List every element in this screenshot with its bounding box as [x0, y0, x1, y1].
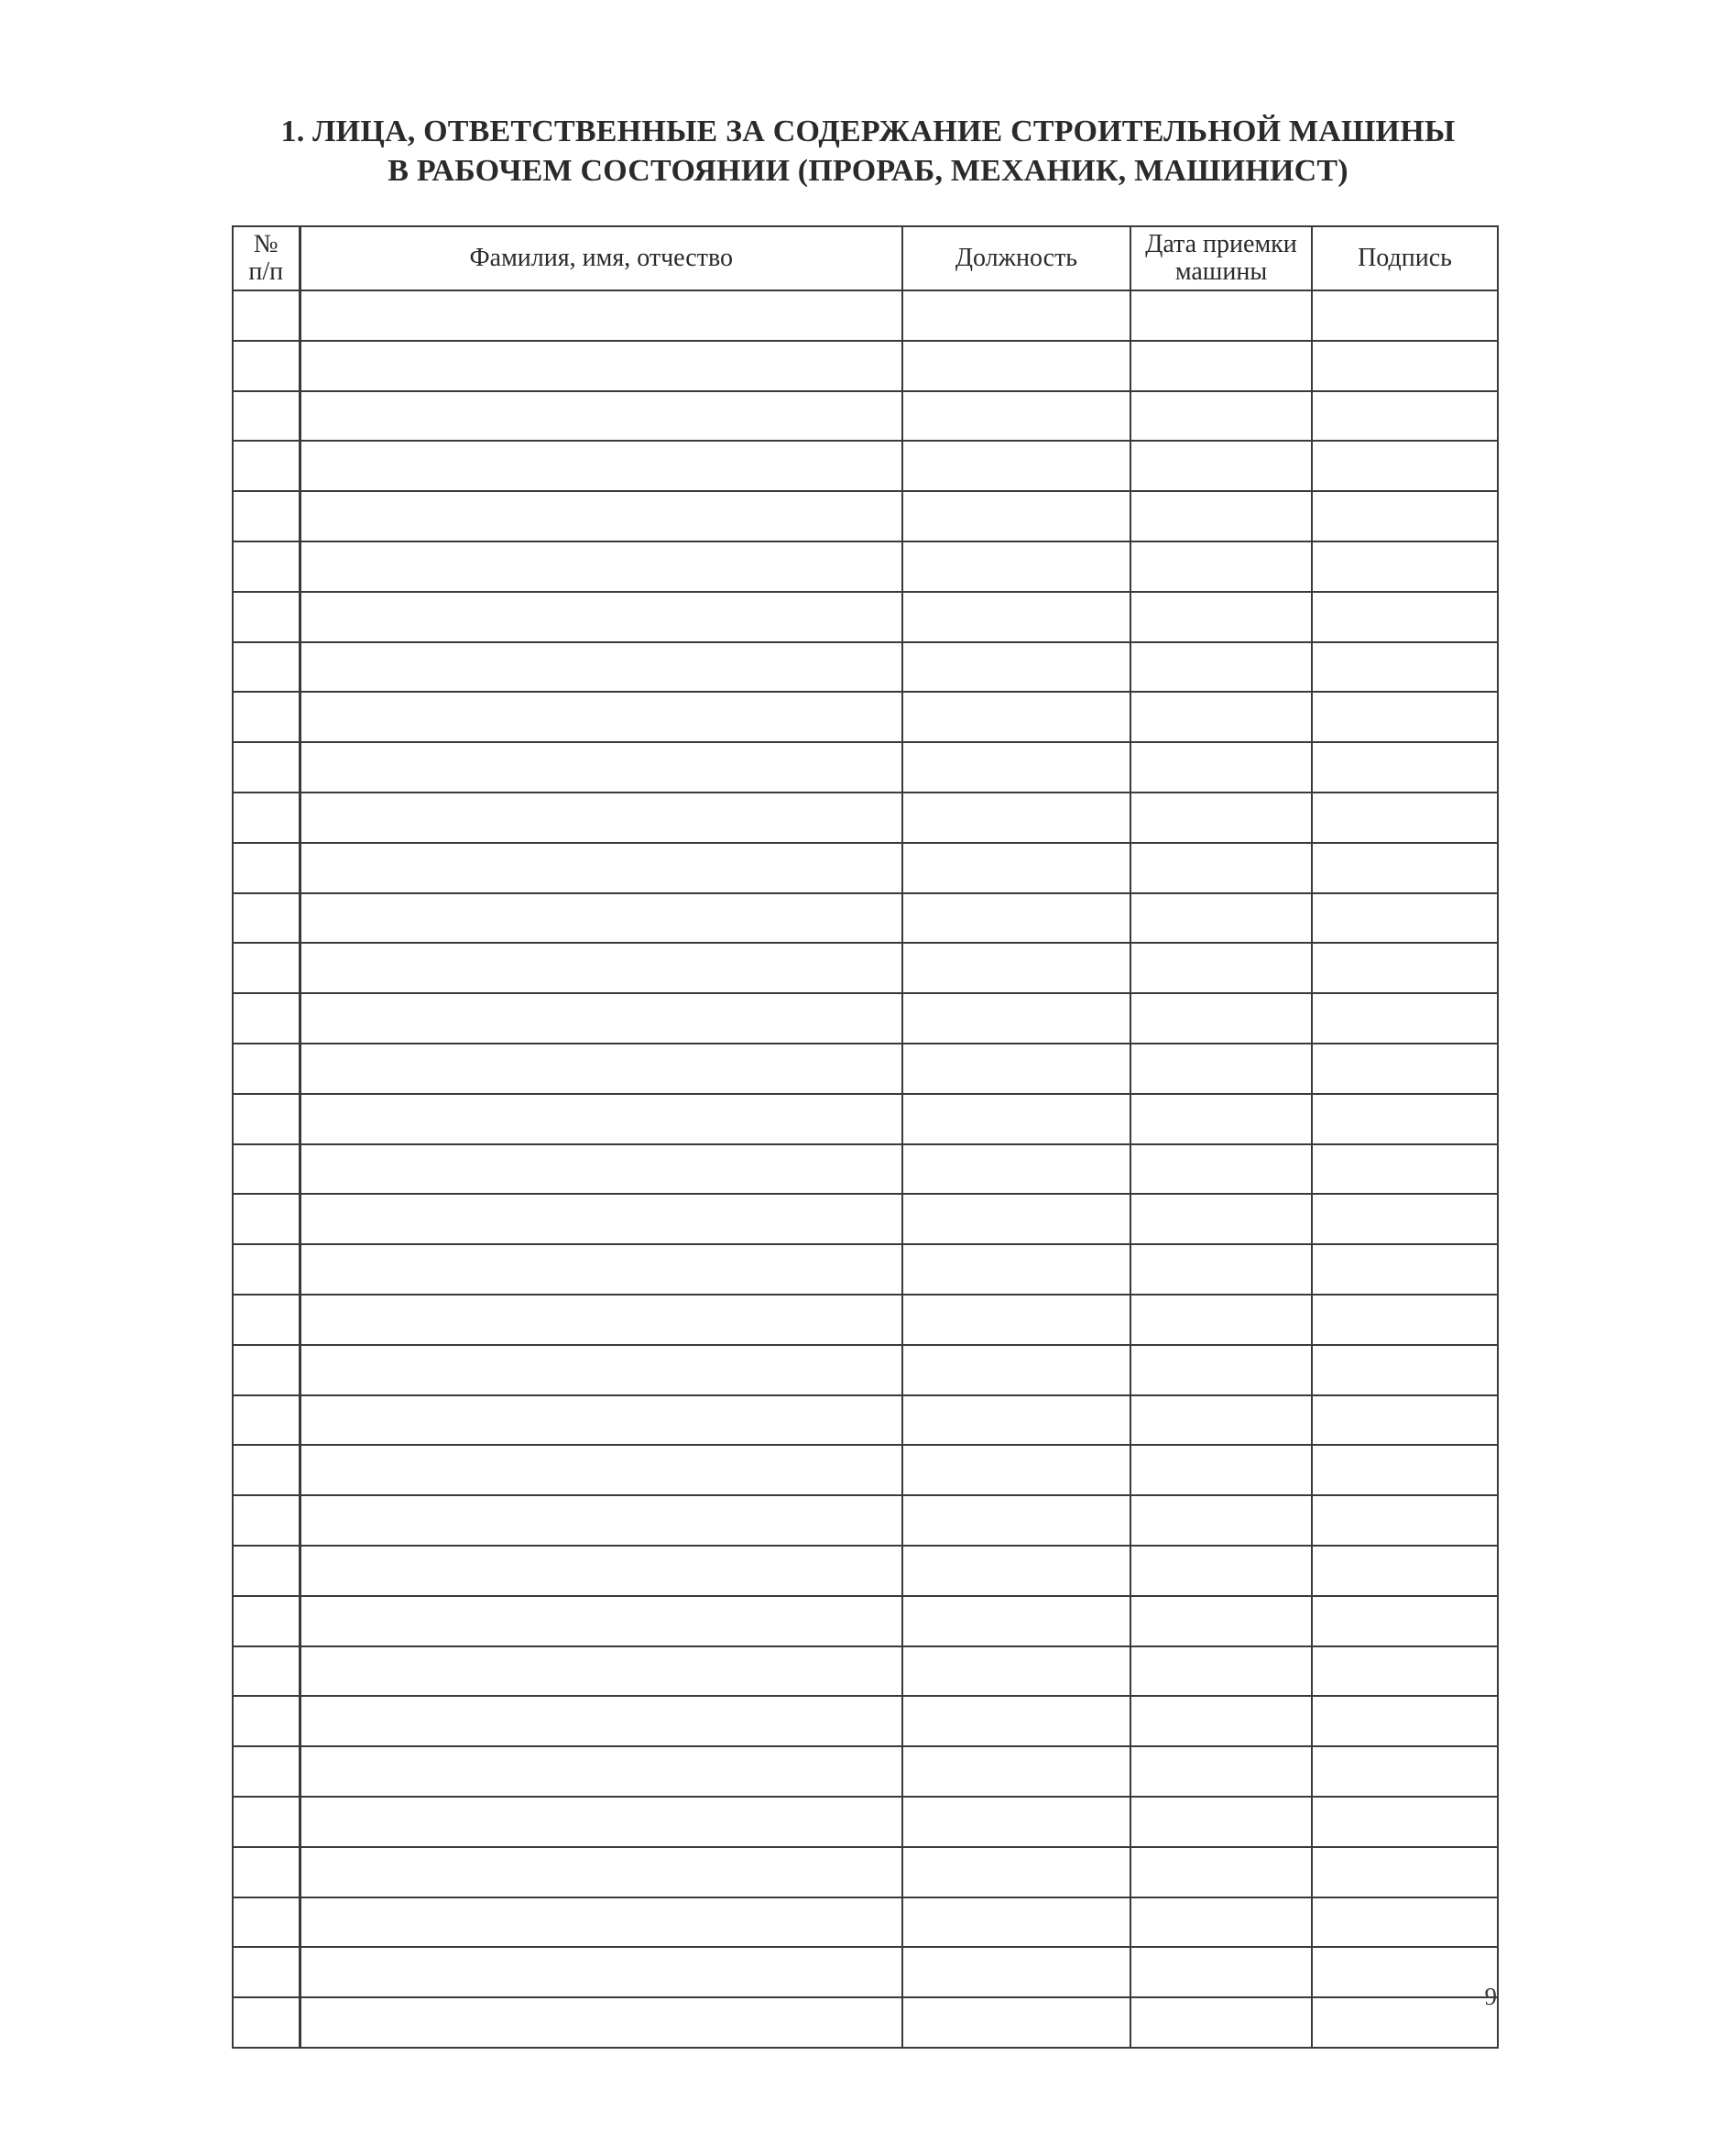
- page-title: [0, 112, 1736, 191]
- cell-number[interactable]: [233, 893, 300, 944]
- table-row: [233, 1797, 1498, 1847]
- cell-signature[interactable]: [1312, 341, 1498, 391]
- table-row: [233, 893, 1498, 944]
- column-header-full-name: Фамилия, имя, отчество: [300, 226, 902, 290]
- table-row: [233, 592, 1498, 642]
- table-row: [233, 642, 1498, 693]
- cell-acceptance-date[interactable]: [1130, 1144, 1312, 1195]
- table-row: [233, 1897, 1498, 1948]
- cell-acceptance-date[interactable]: [1130, 1094, 1312, 1144]
- cell-signature[interactable]: [1312, 391, 1498, 442]
- cell-number[interactable]: [233, 642, 300, 693]
- table-row: [233, 1947, 1498, 1997]
- cell-full-name[interactable]: [300, 692, 902, 742]
- cell-number[interactable]: [233, 1646, 300, 1697]
- cell-position[interactable]: [902, 491, 1130, 541]
- cell-full-name[interactable]: [300, 1094, 902, 1144]
- cell-full-name[interactable]: [300, 592, 902, 642]
- cell-acceptance-date[interactable]: [1130, 943, 1312, 993]
- table-row: [233, 1295, 1498, 1345]
- cell-number[interactable]: [233, 742, 300, 793]
- cell-acceptance-date[interactable]: [1130, 1997, 1312, 2048]
- cell-position[interactable]: [902, 993, 1130, 1044]
- cell-signature[interactable]: [1312, 1646, 1498, 1697]
- cell-signature[interactable]: [1312, 1947, 1498, 1997]
- cell-acceptance-date[interactable]: [1130, 1345, 1312, 1395]
- cell-full-name[interactable]: [300, 341, 902, 391]
- cell-signature[interactable]: [1312, 1445, 1498, 1495]
- cell-number[interactable]: [233, 341, 300, 391]
- cell-full-name[interactable]: [300, 1044, 902, 1094]
- cell-signature[interactable]: [1312, 793, 1498, 843]
- cell-number[interactable]: [233, 1044, 300, 1094]
- cell-signature[interactable]: [1312, 1295, 1498, 1345]
- table-row: [233, 1646, 1498, 1697]
- cell-number[interactable]: [233, 1495, 300, 1546]
- cell-acceptance-date[interactable]: [1130, 1696, 1312, 1746]
- cell-position[interactable]: [902, 893, 1130, 944]
- cell-full-name[interactable]: [300, 1295, 902, 1345]
- cell-full-name[interactable]: [300, 1997, 902, 2048]
- table-row: [233, 1997, 1498, 2048]
- cell-acceptance-date[interactable]: [1130, 993, 1312, 1044]
- cell-signature[interactable]: [1312, 943, 1498, 993]
- cell-signature[interactable]: [1312, 1897, 1498, 1948]
- cell-acceptance-date[interactable]: [1130, 1746, 1312, 1797]
- cell-number[interactable]: [233, 491, 300, 541]
- cell-position[interactable]: [902, 1897, 1130, 1948]
- cell-acceptance-date[interactable]: [1130, 1194, 1312, 1244]
- cell-full-name[interactable]: [300, 793, 902, 843]
- cell-position[interactable]: [902, 943, 1130, 993]
- cell-full-name[interactable]: [300, 642, 902, 693]
- cell-signature[interactable]: [1312, 1696, 1498, 1746]
- cell-position[interactable]: [902, 1847, 1130, 1897]
- cell-signature[interactable]: [1312, 1094, 1498, 1144]
- table-row: [233, 1495, 1498, 1546]
- cell-position[interactable]: [902, 1997, 1130, 2048]
- cell-position[interactable]: [902, 692, 1130, 742]
- cell-number[interactable]: [233, 441, 300, 491]
- table-row: [233, 1044, 1498, 1094]
- cell-full-name[interactable]: [300, 290, 902, 341]
- cell-position[interactable]: [902, 742, 1130, 793]
- cell-position[interactable]: [902, 793, 1130, 843]
- cell-full-name[interactable]: [300, 893, 902, 944]
- cell-number[interactable]: [233, 1144, 300, 1195]
- cell-position[interactable]: [902, 1495, 1130, 1546]
- column-header-number: № п/п: [233, 226, 300, 290]
- cell-acceptance-date[interactable]: [1130, 1847, 1312, 1897]
- cell-number[interactable]: [233, 1847, 300, 1897]
- table-row: [233, 1546, 1498, 1596]
- cell-number[interactable]: [233, 793, 300, 843]
- cell-acceptance-date[interactable]: [1130, 541, 1312, 592]
- table-row: [233, 1345, 1498, 1395]
- cell-position[interactable]: [902, 1646, 1130, 1697]
- cell-number[interactable]: [233, 1596, 300, 1646]
- cell-number[interactable]: [233, 1997, 300, 2048]
- cell-acceptance-date[interactable]: [1130, 592, 1312, 642]
- table-row: [233, 1144, 1498, 1195]
- cell-number[interactable]: [233, 1395, 300, 1446]
- cell-acceptance-date[interactable]: [1130, 793, 1312, 843]
- cell-signature[interactable]: [1312, 642, 1498, 693]
- cell-full-name[interactable]: [300, 993, 902, 1044]
- cell-signature[interactable]: [1312, 1746, 1498, 1797]
- cell-signature[interactable]: [1312, 1395, 1498, 1446]
- cell-number[interactable]: [233, 1094, 300, 1144]
- cell-number[interactable]: [233, 1746, 300, 1797]
- cell-acceptance-date[interactable]: [1130, 692, 1312, 742]
- cell-signature[interactable]: [1312, 742, 1498, 793]
- cell-full-name[interactable]: [300, 541, 902, 592]
- cell-signature[interactable]: [1312, 1144, 1498, 1195]
- cell-acceptance-date[interactable]: [1130, 1295, 1312, 1345]
- table-row: [233, 1596, 1498, 1646]
- cell-position[interactable]: [902, 1194, 1130, 1244]
- cell-position[interactable]: [902, 1094, 1130, 1144]
- cell-full-name[interactable]: [300, 1746, 902, 1797]
- cell-position[interactable]: [902, 1244, 1130, 1295]
- cell-signature[interactable]: [1312, 592, 1498, 642]
- cell-acceptance-date[interactable]: [1130, 742, 1312, 793]
- cell-position[interactable]: [902, 1947, 1130, 1997]
- cell-number[interactable]: [233, 1897, 300, 1948]
- cell-full-name[interactable]: [300, 1546, 902, 1596]
- cell-full-name[interactable]: [300, 491, 902, 541]
- table-row: [233, 391, 1498, 442]
- cell-position[interactable]: [902, 1395, 1130, 1446]
- cell-position[interactable]: [902, 1295, 1130, 1345]
- cell-full-name[interactable]: [300, 1797, 902, 1847]
- cell-position[interactable]: [902, 642, 1130, 693]
- cell-number[interactable]: [233, 1445, 300, 1495]
- cell-acceptance-date[interactable]: [1130, 1395, 1312, 1446]
- column-header-signature: Подпись: [1312, 226, 1498, 290]
- table-row: [233, 943, 1498, 993]
- cell-acceptance-date[interactable]: [1130, 1546, 1312, 1596]
- cell-full-name[interactable]: [300, 1696, 902, 1746]
- cell-number[interactable]: [233, 1244, 300, 1295]
- cell-position[interactable]: [902, 341, 1130, 391]
- cell-number[interactable]: [233, 993, 300, 1044]
- column-header-position: Должность: [902, 226, 1130, 290]
- cell-number[interactable]: [233, 843, 300, 893]
- cell-full-name[interactable]: [300, 441, 902, 491]
- cell-position[interactable]: [902, 843, 1130, 893]
- table-row: [233, 1746, 1498, 1797]
- table-row: [233, 692, 1498, 742]
- page-title-line-2: В РАБОЧЕМ СОСТОЯНИИ (ПРОРАБ, МЕХАНИК, МАШИНИСТ): [388, 154, 1348, 188]
- table-row: [233, 1445, 1498, 1495]
- cell-acceptance-date[interactable]: [1130, 1646, 1312, 1697]
- cell-full-name[interactable]: [300, 1847, 902, 1897]
- table-row: [233, 341, 1498, 391]
- cell-number[interactable]: [233, 592, 300, 642]
- cell-position[interactable]: [902, 1345, 1130, 1395]
- table-row: [233, 793, 1498, 843]
- table-row: [233, 441, 1498, 491]
- cell-acceptance-date[interactable]: [1130, 491, 1312, 541]
- cell-position[interactable]: [902, 441, 1130, 491]
- cell-full-name[interactable]: [300, 1445, 902, 1495]
- cell-signature[interactable]: [1312, 1044, 1498, 1094]
- cell-number[interactable]: [233, 290, 300, 341]
- cell-full-name[interactable]: [300, 1194, 902, 1244]
- cell-full-name[interactable]: [300, 1947, 902, 1997]
- cell-acceptance-date[interactable]: [1130, 642, 1312, 693]
- cell-full-name[interactable]: [300, 1395, 902, 1446]
- column-header-acceptance-date: Дата приемки машины: [1130, 226, 1312, 290]
- cell-acceptance-date[interactable]: [1130, 843, 1312, 893]
- cell-signature[interactable]: [1312, 1495, 1498, 1546]
- table-row: [233, 742, 1498, 793]
- cell-signature[interactable]: [1312, 893, 1498, 944]
- cell-acceptance-date[interactable]: [1130, 1897, 1312, 1948]
- cell-acceptance-date[interactable]: [1130, 1495, 1312, 1546]
- table-row: [233, 1094, 1498, 1144]
- table-row: [233, 843, 1498, 893]
- table-row: [233, 491, 1498, 541]
- cell-number[interactable]: [233, 1295, 300, 1345]
- cell-signature[interactable]: [1312, 1244, 1498, 1295]
- responsible-persons-table: [232, 225, 1499, 2049]
- cell-number[interactable]: [233, 1696, 300, 1746]
- cell-signature[interactable]: [1312, 1194, 1498, 1244]
- cell-position[interactable]: [902, 1596, 1130, 1646]
- cell-acceptance-date[interactable]: [1130, 1596, 1312, 1646]
- cell-position[interactable]: [902, 1696, 1130, 1746]
- cell-number[interactable]: [233, 1194, 300, 1244]
- cell-number[interactable]: [233, 692, 300, 742]
- cell-signature[interactable]: [1312, 1596, 1498, 1646]
- table-row: [233, 1244, 1498, 1295]
- cell-signature[interactable]: [1312, 1847, 1498, 1897]
- cell-number[interactable]: [233, 1546, 300, 1596]
- table-row: [233, 541, 1498, 592]
- page-number: 9: [1484, 1983, 1497, 2010]
- cell-acceptance-date[interactable]: [1130, 1044, 1312, 1094]
- cell-number[interactable]: [233, 1947, 300, 1997]
- table-row: [233, 1194, 1498, 1244]
- cell-position[interactable]: [902, 290, 1130, 341]
- table-row: [233, 993, 1498, 1044]
- cell-full-name[interactable]: [300, 1144, 902, 1195]
- cell-number[interactable]: [233, 391, 300, 442]
- cell-position[interactable]: [902, 1746, 1130, 1797]
- cell-signature[interactable]: [1312, 541, 1498, 592]
- cell-acceptance-date[interactable]: [1130, 290, 1312, 341]
- cell-full-name[interactable]: [300, 1897, 902, 1948]
- table-row: [233, 1395, 1498, 1446]
- cell-position[interactable]: [902, 592, 1130, 642]
- cell-number[interactable]: [233, 943, 300, 993]
- cell-full-name[interactable]: [300, 1596, 902, 1646]
- table-header: [233, 226, 1498, 290]
- cell-position[interactable]: [902, 541, 1130, 592]
- cell-signature[interactable]: [1312, 692, 1498, 742]
- cell-full-name[interactable]: [300, 391, 902, 442]
- cell-acceptance-date[interactable]: [1130, 1445, 1312, 1495]
- cell-full-name[interactable]: [300, 742, 902, 793]
- cell-position[interactable]: [902, 1546, 1130, 1596]
- cell-acceptance-date[interactable]: [1130, 441, 1312, 491]
- cell-position[interactable]: [902, 1044, 1130, 1094]
- cell-acceptance-date[interactable]: [1130, 1797, 1312, 1847]
- header-row: [233, 226, 1498, 290]
- cell-position[interactable]: [902, 391, 1130, 442]
- table-row: [233, 290, 1498, 341]
- table-row: [233, 1696, 1498, 1746]
- cell-full-name[interactable]: [300, 1495, 902, 1546]
- cell-signature[interactable]: [1312, 1546, 1498, 1596]
- cell-signature[interactable]: [1312, 1797, 1498, 1847]
- table-row: [233, 1847, 1498, 1897]
- cell-full-name[interactable]: [300, 843, 902, 893]
- cell-number[interactable]: [233, 541, 300, 592]
- cell-number[interactable]: [233, 1345, 300, 1395]
- cell-full-name[interactable]: [300, 1345, 902, 1395]
- cell-full-name[interactable]: [300, 943, 902, 993]
- cell-signature[interactable]: [1312, 843, 1498, 893]
- cell-acceptance-date[interactable]: [1130, 1947, 1312, 1997]
- cell-position[interactable]: [902, 1144, 1130, 1195]
- page-title-line-1: 1. ЛИЦА, ОТВЕТСТВЕННЫЕ ЗА СОДЕРЖАНИЕ СТРОИТЕЛЬНОЙ МАШИНЫ: [280, 115, 1456, 148]
- cell-position[interactable]: [902, 1797, 1130, 1847]
- table-body: [233, 290, 1498, 2048]
- cell-signature[interactable]: [1312, 491, 1498, 541]
- cell-acceptance-date[interactable]: [1130, 341, 1312, 391]
- cell-full-name[interactable]: [300, 1244, 902, 1295]
- cell-position[interactable]: [902, 1445, 1130, 1495]
- cell-acceptance-date[interactable]: [1130, 893, 1312, 944]
- cell-signature[interactable]: [1312, 1997, 1498, 2048]
- cell-full-name[interactable]: [300, 1646, 902, 1697]
- cell-signature[interactable]: [1312, 290, 1498, 341]
- cell-signature[interactable]: [1312, 1345, 1498, 1395]
- cell-signature[interactable]: [1312, 993, 1498, 1044]
- cell-acceptance-date[interactable]: [1130, 391, 1312, 442]
- cell-acceptance-date[interactable]: [1130, 1244, 1312, 1295]
- cell-signature[interactable]: [1312, 441, 1498, 491]
- cell-number[interactable]: [233, 1797, 300, 1847]
